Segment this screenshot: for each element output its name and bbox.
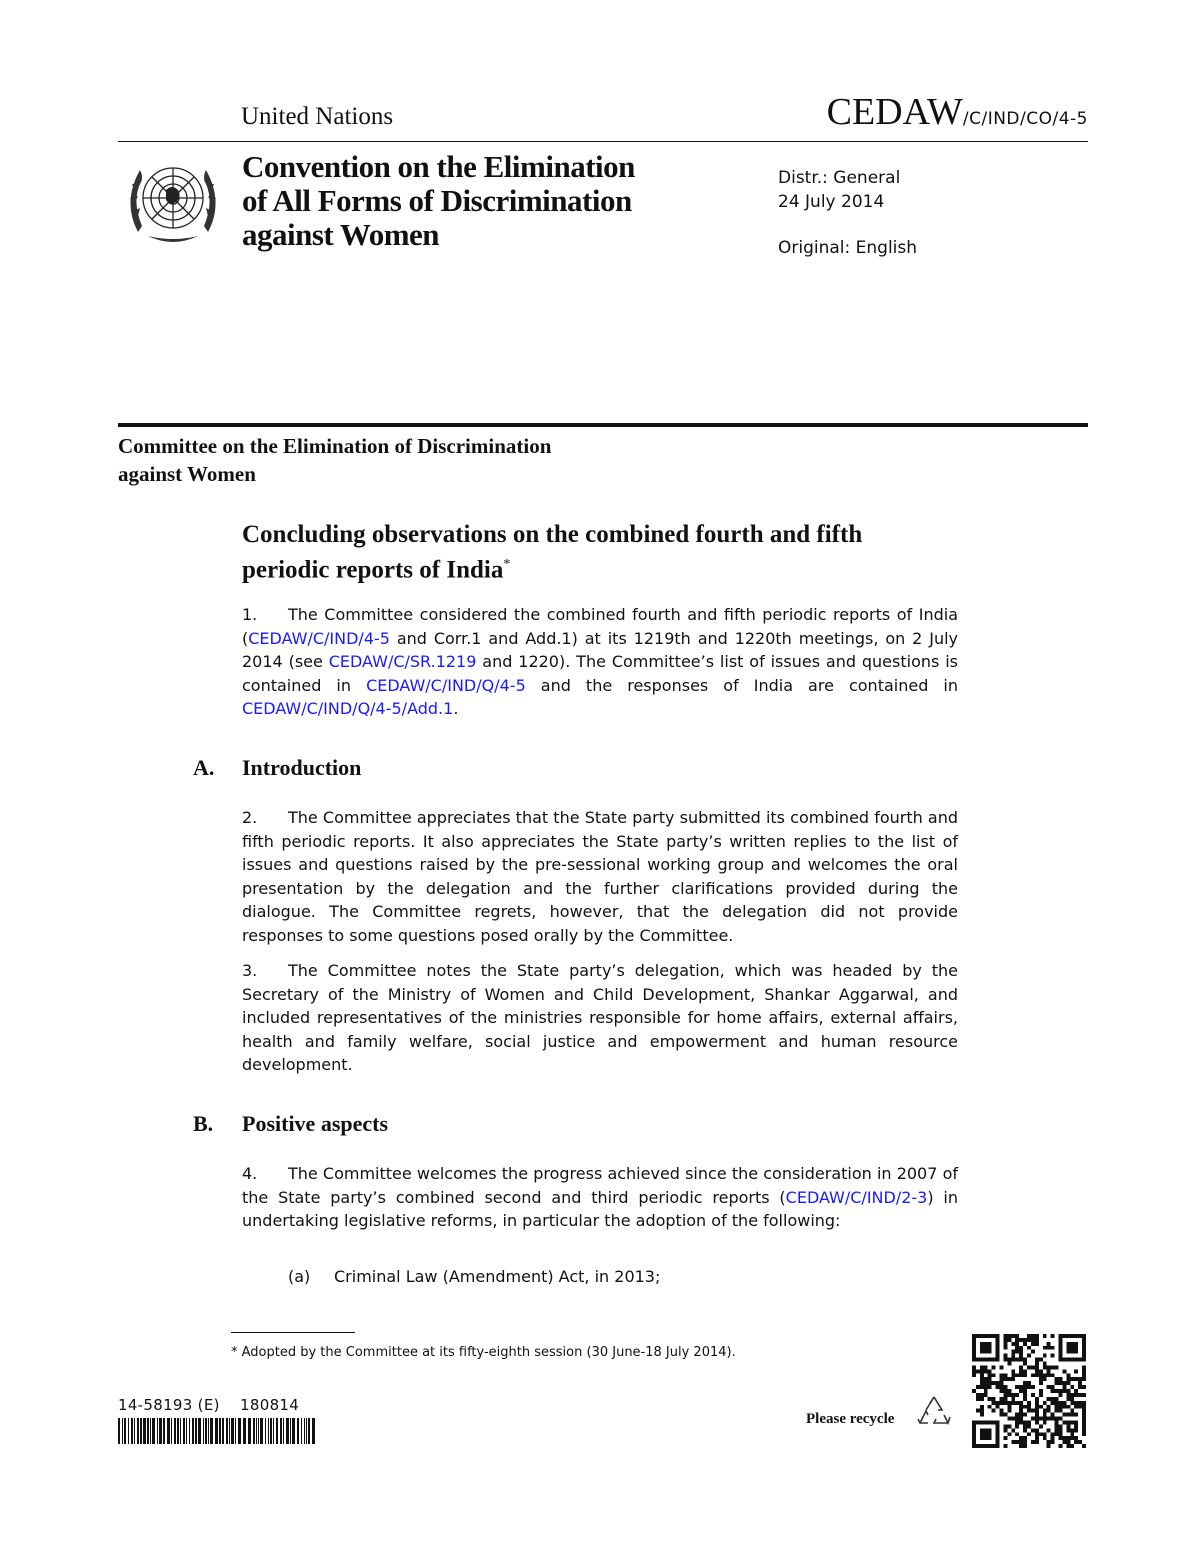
document-title-line1: Concluding observations on the combined fourth and fifth <box>242 521 863 548</box>
paragraph-number: 1. <box>242 605 258 624</box>
paragraph-number: 3. <box>242 961 258 980</box>
committee-name <box>118 432 551 488</box>
document-symbol <box>827 90 1088 134</box>
convention-title-line2: of All Forms of Discrimination <box>242 183 632 218</box>
link-cedaw-c-ind-q-4-5[interactable]: CEDAW/C/IND/Q/4-5 <box>366 675 526 695</box>
link-cedaw-c-ind-2-3[interactable]: CEDAW/C/IND/2-3 <box>785 1187 928 1207</box>
section-heading-b <box>193 1111 388 1137</box>
list-item-text: Criminal Law (Amendment) Act, in 2013; <box>334 1267 661 1286</box>
paragraph-text: The Committee considered the combined fourth and fifth periodic reports of India ( <box>242 605 958 648</box>
section-title: Introduction <box>242 755 362 780</box>
un-emblem-icon <box>118 152 228 248</box>
section-letter: A. <box>193 755 215 780</box>
footnote-rule <box>231 1332 355 1333</box>
section-divider <box>118 423 1088 427</box>
paragraph-text: ) in undertaking legislative reforms, in particular the adoption of the following: <box>242 1187 958 1230</box>
symbol-suffix: /C/IND/CO/4-5 <box>962 109 1088 129</box>
document-title <box>242 520 862 585</box>
paragraph-text: and 1220). The Committee’s list of issues and questions is contained in <box>242 652 958 695</box>
committee-name-line2: against Women <box>118 462 256 486</box>
convention-title <box>242 150 635 252</box>
list-item <box>288 1267 660 1286</box>
distribution-type: Distr.: General <box>778 168 901 188</box>
paragraph-text: The Committee notes the State party’s delegation, which was headed by the Secretary of the Ministry of Women and Child Development, Shankar Aggarwal, and included representatives of the ministries responsible for home affairs, external affairs, health and family welfare, social justice and empowerment and human resource development. <box>242 961 958 1074</box>
organization-name: United Nations <box>241 103 394 130</box>
convention-title-line3: against Women <box>242 217 440 252</box>
link-cedaw-c-sr-1219[interactable]: CEDAW/C/SR.1219 <box>328 652 477 671</box>
recycle-label: Please recycle <box>806 1411 895 1427</box>
paragraph-text: and Corr.1 and Add.1) at its 1219th and 1220th meetings, on 2 July 2014 (see <box>242 628 958 671</box>
paragraph-text: The Committee welcomes the progress achieved since the consideration in 2007 of the State party’s combined second and third periodic reports ( <box>242 1164 958 1207</box>
section-letter: B. <box>193 1111 214 1136</box>
distribution-info <box>778 166 917 260</box>
convention-title-line1: Convention on the Elimination <box>242 149 635 184</box>
paragraph-1 <box>242 603 958 721</box>
paragraph-text: and the responses of India are contained in <box>525 675 958 695</box>
section-title: Positive aspects <box>242 1111 389 1136</box>
job-number: 14-58193 (E) 180814 <box>118 1396 300 1414</box>
link-cedaw-c-ind-q-4-5-add-1[interactable]: CEDAW/C/IND/Q/4-5/Add.1 <box>242 699 454 718</box>
distribution-date: 24 July 2014 <box>778 192 885 212</box>
committee-name-line1: Committee on the Elimination of Discrimination <box>118 434 552 458</box>
paragraph-number: 2. <box>242 808 258 827</box>
paragraph-3 <box>242 959 958 1077</box>
qr-code-icon <box>972 1334 1086 1448</box>
link-cedaw-c-ind-4-5[interactable]: CEDAW/C/IND/4-5 <box>248 628 390 648</box>
symbol-main: CEDAW <box>826 91 963 133</box>
footnote-marker: * <box>503 557 511 572</box>
section-heading-a <box>193 755 361 781</box>
document-title-line2: periodic reports of India <box>242 556 504 584</box>
paragraph-4 <box>242 1162 958 1233</box>
paragraph-number: 4. <box>242 1164 258 1183</box>
paragraph-text: . <box>453 699 459 718</box>
barcode-icon <box>118 1418 316 1444</box>
original-language: Original: English <box>778 238 918 258</box>
paragraph-2 <box>242 806 958 947</box>
footnote: * Adopted by the Committee at its fifty-eighth session (30 June-18 July 2014). <box>231 1345 736 1360</box>
list-item-label: (a) <box>288 1267 311 1286</box>
recycle-icon <box>914 1393 954 1431</box>
paragraph-text: The Committee appreciates that the State party submitted its combined fourth and fifth periodic reports. It also appreciates the State party’s written replies to the list of issues and questions raised by the pre-sessional working group and welcomes the oral presentation by the delegation and the further clarifications provided during the dialogue. The Committee regrets, however, that the delegation did not provide responses to some questions posed orally by the Committee. <box>242 808 958 945</box>
header-rule <box>118 141 1088 142</box>
